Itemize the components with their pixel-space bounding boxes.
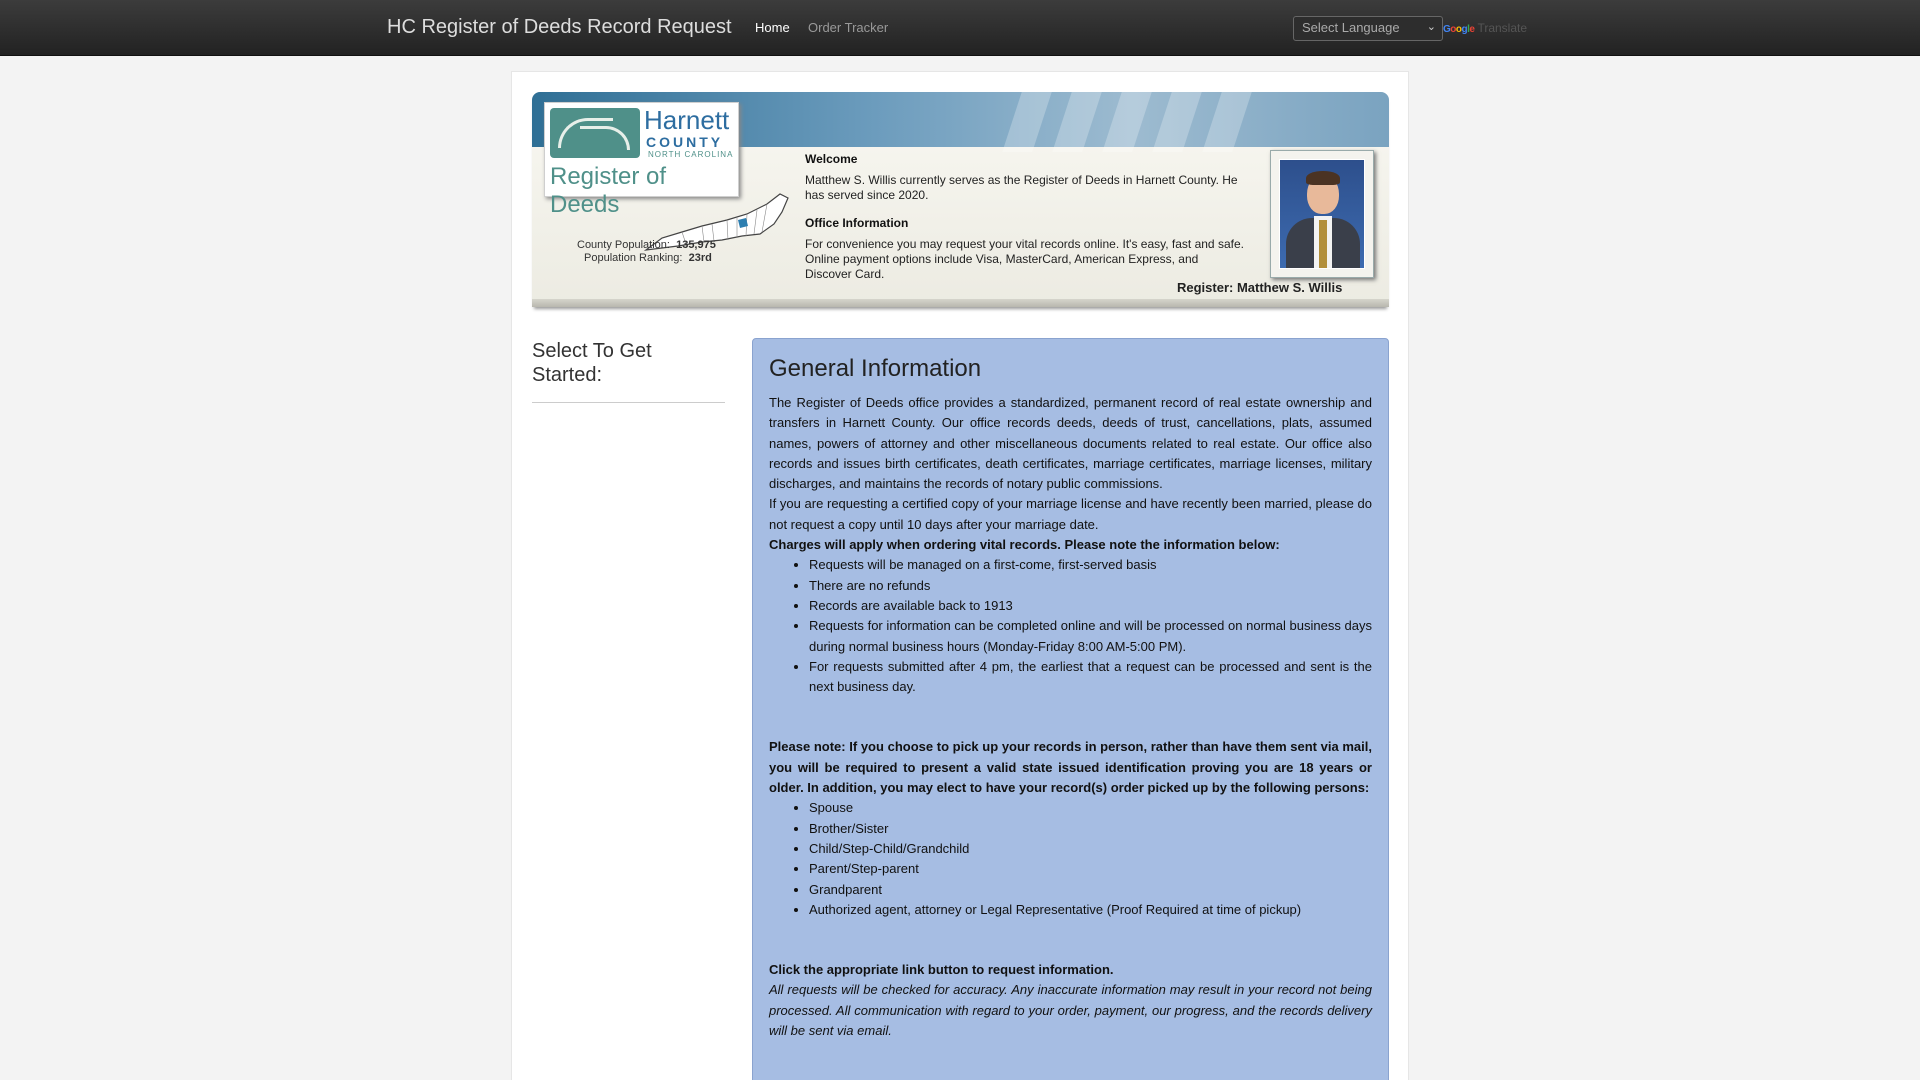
sidebar-divider [532,402,725,403]
ranking-value: 23rd [688,252,712,264]
list-item: • Requests for information can be completed online and will be processed on normal business days during normal business hours (Monday-Friday 8:00 AM-5:00 PM). [809,616,1372,657]
language-select[interactable] [1293,16,1443,41]
register-name-label: Register: Matthew S. Willis [1177,280,1343,295]
list-item: • Authorized agent, attorney or Legal Representative (Proof Required at time of pickup) [809,900,1372,920]
info-paragraph-1: The Register of Deeds office provides a standardized, permanent record of real estate ownership and transfers in Harnett County. Our office records deeds, deeds of trust, cancellations, plats, assumed names, powers of attorney and other miscellaneous documents related to real estate. Our office also records and issues birth certificates, death certificates, marriage certificates, marriage licenses, military discharges, and maintains the records of notary public commissions. [769,395,1372,492]
population-value: 135,975 [676,239,716,251]
logo-harnett-text: Harnett [644,105,730,135]
portrait-photo [1279,159,1365,269]
nav-order-tracker-link[interactable]: Order Tracker [808,20,889,35]
translate-link[interactable]: Translate [1477,21,1528,35]
charges-list [809,555,1372,697]
charges-heading: Charges will apply when ordering vital records. Please note the information below: [769,537,1280,553]
county-emblem-icon [550,108,640,158]
accuracy-note: All requests will be checked for accuracy. Any inaccurate information may result in your record not being processed. All communication with regard to your order, payment, our progress, and the records delivery will be sent via email. [769,982,1372,1039]
general-info-title: General Information [769,355,982,382]
header-banner [532,92,1389,307]
list-item: • Grandparent [809,880,1372,900]
office-info-heading: Office Information [805,216,909,230]
welcome-block [805,152,1245,295]
ranking-line [584,252,712,264]
office-info-text: For convenience you may request your vital records online. It's easy, fast and safe. Online payment options include Visa, MasterCard, American Express, and Discover Card. [805,237,1244,281]
list-item: • For requests submitted after 4 pm, the earliest that a request can be processed and sent is the next business day. [809,657,1372,698]
pickup-note: Please note: If you choose to pick up your records in person, rather than have them sent via mail, you will be required to present a valid state issued identification proving you are 18 years or older. In addition, you may elect to have your record(s) order picked up by the following persons: [769,739,1372,796]
welcome-heading: Welcome [805,152,858,166]
list-item: • Spouse [809,798,1372,818]
logo-register-text: Register of Deeds [550,163,667,218]
click-instruction: Click the appropriate link button to request information. [769,962,1114,978]
logo-state-text: NORTH CAROLINA [648,150,734,159]
welcome-text: Matthew S. Willis currently serves as the Register of Deeds in Harnett County. He has served since 2020. [805,173,1238,202]
sidebar-title: Select To Get Started: [532,340,652,386]
list-item: • Child/Step-Child/Grandchild [809,839,1372,859]
register-portrait [1270,150,1374,278]
population-label: County Population: [577,239,670,251]
google-logo: Google [1443,24,1475,35]
chevron-down-icon: ⌄ [1426,21,1436,33]
population-line [577,239,716,251]
ranking-label: Population Ranking: [584,252,683,264]
nav-home-link[interactable]: Home [755,20,790,35]
list-item: • Records are available back to 1913 [809,596,1372,616]
pickup-persons-list [809,798,1372,920]
top-navbar [0,0,1920,56]
list-item: • Brother/Sister [809,819,1372,839]
page-container [511,71,1409,1080]
google-translate-widget [1443,21,1527,35]
list-item: • Requests will be managed on a first-come, first-served basis [809,555,1372,575]
language-select-value: Select Language [1302,20,1400,35]
general-info-panel [752,338,1389,1080]
logo-county-text: COUNTY [646,134,724,150]
list-item: • There are no refunds [809,576,1372,596]
list-item: • Parent/Step-parent [809,859,1372,879]
info-paragraph-2: If you are requesting a certified copy of your marriage license and have recently been married, please do not request a copy until 10 days after your marriage date. [769,496,1372,532]
site-brand-link[interactable]: HC Register of Deeds Record Request [387,16,732,38]
